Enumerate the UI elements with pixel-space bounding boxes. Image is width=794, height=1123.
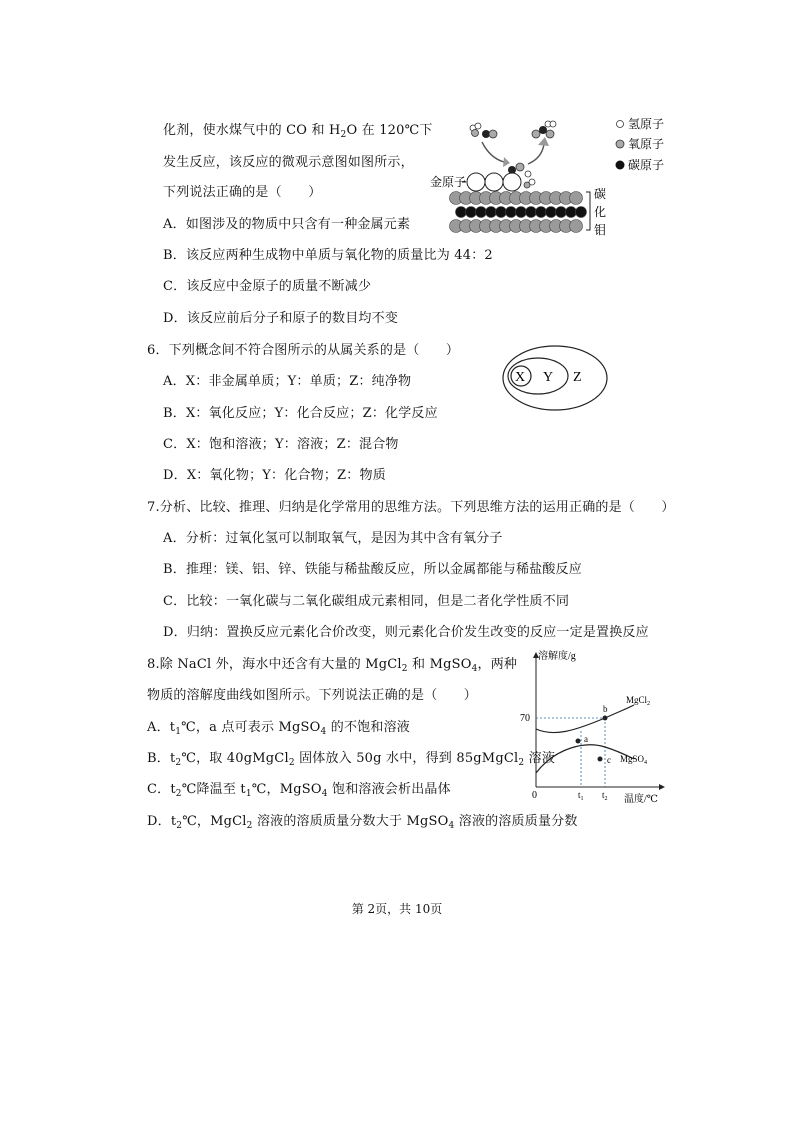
q7-stem: 7.分析、比较、推理、归纳是化学常用的思维方法。下列思维方法的运用正确的是（ ） <box>147 500 675 515</box>
venn-diagram <box>500 343 610 415</box>
q8-option-b: B．$t_2℃$，取 40gMgCl$_2$ 固体放入 50g 水中，得到 85gMgCl$_2$ 溶液 <box>147 751 556 768</box>
support-label-3: 钼 <box>594 223 607 237</box>
gold-atom-label: 金原子 <box>430 175 467 189</box>
q8-option-c: C．$t_2℃$降温至 $t_1℃$，MgSO$_4$ 饱和溶液会析出晶体 <box>147 782 451 799</box>
q5-stem-line2: 发生反应，该反应的微观示意图如图所示， <box>163 155 414 170</box>
q5-option-b: B．该反应两种生成物中单质与氧化物的质量比为 44：2 <box>163 248 493 263</box>
gold-atoms <box>462 173 521 191</box>
product-molecules <box>532 121 556 138</box>
y-tick-70: 70 <box>520 713 530 724</box>
carbon-atom-lattice <box>566 207 577 218</box>
molybdenum-atom-lattice <box>570 192 583 205</box>
q6-option-a: A．X：非金属单质；Y：单质；Z：纯净物 <box>163 374 412 389</box>
carbon-atom-lattice <box>546 207 557 218</box>
point-c <box>598 757 603 762</box>
point-c-label: c <box>607 755 611 765</box>
x-tick-t2: $t_2$ <box>602 790 608 802</box>
q8-option-a: A．$t_1℃$，a 点可表示 MgSO$_4$ 的不饱和溶液 <box>147 720 410 737</box>
q5-stem-line1: 化剂，使水煤气中的 CO 和 $H_2O$ 在 120℃下 <box>163 123 433 140</box>
solubility-chart <box>514 645 674 810</box>
atom-legend <box>616 117 665 172</box>
q7-option-d: D．归纳：置换反应元素化合价改变，则元素化合价发生改变的反应一定是置换反应 <box>163 625 649 640</box>
legend-oxygen: 氧原子 <box>628 137 665 151</box>
reaction-diagram <box>424 112 676 242</box>
q7-option-a: A．分析：过氧化氢可以制取氧气，是因为其中含有氧分子 <box>163 531 503 546</box>
carbon-atom-lattice <box>506 207 517 218</box>
x-tick-t1: $t_1$ <box>578 790 584 802</box>
support-label-1: 碳 <box>594 187 607 201</box>
mgcl2-label: MgCl$_2$ <box>626 695 651 707</box>
carbon-atom-lattice <box>576 207 587 218</box>
carbon-atom-lattice <box>486 207 497 218</box>
carbon-atom-lattice <box>516 207 527 218</box>
page-footer: 第 2页，共 10页 <box>351 902 443 916</box>
carbon-atom-lattice <box>496 207 507 218</box>
q6-option-c: C．X：饱和溶液；Y：溶液；Z：混合物 <box>163 437 399 452</box>
q6-stem: 6．下列概念间不符合图所示的从属关系的是（ ） <box>147 343 460 358</box>
y-axis-label: 溶解度/g <box>538 651 576 662</box>
point-a <box>576 739 581 744</box>
q5-option-d: D．该反应前后分子和原子的数目均不变 <box>163 311 399 326</box>
molybdenum-atom-lattice <box>570 220 583 233</box>
label-x: X <box>515 370 526 385</box>
q8-option-d: D．$t_2℃$，MgCl$_2$ 溶液的溶质质量分数大于 MgSO$_4$ 溶液的溶质质量分数 <box>147 814 578 831</box>
q5-option-c: C．该反应中金原子的质量不断减少 <box>163 279 372 294</box>
arrow-down-icon <box>482 142 504 162</box>
carbon-atom-lattice <box>536 207 547 218</box>
q5-stem-line3: 下列说法正确的是（ ） <box>163 185 322 200</box>
mgso4-label: MgSO$_4$ <box>620 754 648 766</box>
legend-carbon: 碳原子 <box>628 158 665 172</box>
q8-stem-line1: 8.除 NaCl 外，海水中还含有大量的 MgCl$_2$ 和 MgSO$_4$，两种 <box>147 657 518 674</box>
arrow-up-icon <box>528 144 544 164</box>
q6-option-b: B．X：氧化反应；Y：化合反应；Z：化学反应 <box>163 406 438 421</box>
arrowhead-icon <box>503 157 510 167</box>
carbon-atom-icon <box>616 161 625 170</box>
carbon-atom-lattice <box>556 207 567 218</box>
oxygen-atom-icon <box>616 140 624 148</box>
q7-option-b: B．推理：镁、铝、锌、铁能与稀盐酸反应，所以金属都能与稀盐酸反应 <box>163 562 582 577</box>
q5-option-a: A．如图涉及的物质中只含有一种金属元素 <box>163 217 411 232</box>
q7-option-c: C．比较：一氧化碳与二氧化碳组成元素相同，但是二者化学性质不同 <box>163 594 570 609</box>
point-b-label: b <box>603 704 608 714</box>
point-b <box>603 716 608 721</box>
point-a-label: a <box>584 734 588 744</box>
support-lattice <box>450 192 587 233</box>
hydrogen-atom-icon <box>617 121 624 128</box>
x-axis-label: 温度/℃ <box>624 794 658 805</box>
carbon-atom-lattice <box>456 207 467 218</box>
carbon-atom-lattice <box>476 207 487 218</box>
support-label-2: 化 <box>594 205 607 219</box>
arrowhead-icon <box>538 137 549 146</box>
label-z: Z <box>573 370 582 385</box>
origin-label: 0 <box>532 790 537 801</box>
legend-hydrogen: 氢原子 <box>628 117 665 131</box>
reactant-molecules <box>470 123 497 138</box>
label-y: Y <box>543 370 554 385</box>
carbon-atom-lattice <box>466 207 477 218</box>
q8-stem-line2: 物质的溶解度曲线如图所示。下列说法正确的是（ ） <box>147 688 478 703</box>
carbon-atom-lattice <box>526 207 537 218</box>
q6-option-d: D．X：氧化物；Y：化合物；Z：物质 <box>163 468 386 483</box>
mgcl2-curve <box>536 705 634 733</box>
